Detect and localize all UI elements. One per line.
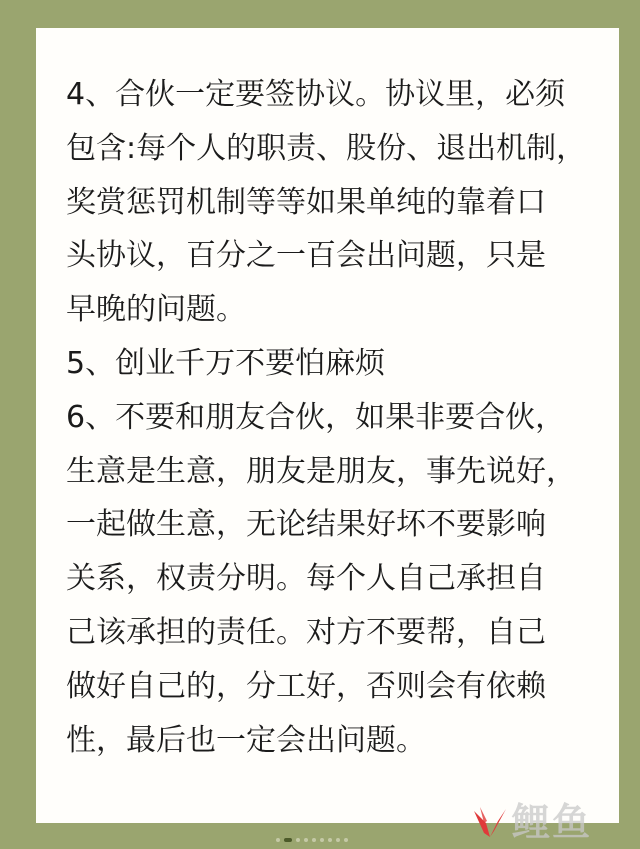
pagination-dots[interactable]	[276, 838, 348, 842]
text-line: 奖赏惩罚机制等等如果单纯的靠着口	[66, 184, 546, 220]
watermark-text: 鲤鱼	[512, 800, 593, 844]
text-line: 己该承担的责任。对方不要帮，自己	[66, 614, 546, 650]
text-line: 包含:每个人的职责、股份、退出机制，	[66, 130, 587, 166]
pagination-dot[interactable]	[304, 838, 308, 842]
pagination-dot[interactable]	[336, 838, 340, 842]
pagination-dot[interactable]	[296, 838, 300, 842]
pagination-dot[interactable]	[344, 838, 348, 842]
flame-icon	[470, 803, 510, 841]
pagination-dot[interactable]	[312, 838, 316, 842]
text-line: 关系，权责分明。每个人自己承担自	[66, 561, 546, 597]
pagination-dot[interactable]	[328, 838, 332, 842]
text-line: 头协议，百分之一百会出问题，只是	[66, 238, 546, 274]
text-line: 性，最后也一定会出问题。	[66, 722, 426, 758]
pagination-dot[interactable]	[320, 838, 324, 842]
text-line: 4、合伙一定要签协议。协议里，必须	[66, 77, 566, 112]
content-card	[36, 28, 619, 823]
text-line: 生意是生意，朋友是朋友，事先说好，	[66, 453, 576, 489]
text-line: 一起做生意，无论结果好坏不要影响	[66, 507, 546, 543]
text-line: 6、不要和朋友合伙，如果非要合伙，	[66, 399, 566, 435]
pagination-dot-active[interactable]	[284, 838, 292, 842]
pagination-dot[interactable]	[276, 838, 280, 842]
text-line: 做好自己的，分工好，否则会有依赖	[66, 668, 546, 704]
text-line: 5、创业千万不要怕麻烦	[66, 345, 386, 381]
watermark-logo	[470, 800, 592, 844]
text-line: 早晚的问题。	[66, 292, 246, 328]
